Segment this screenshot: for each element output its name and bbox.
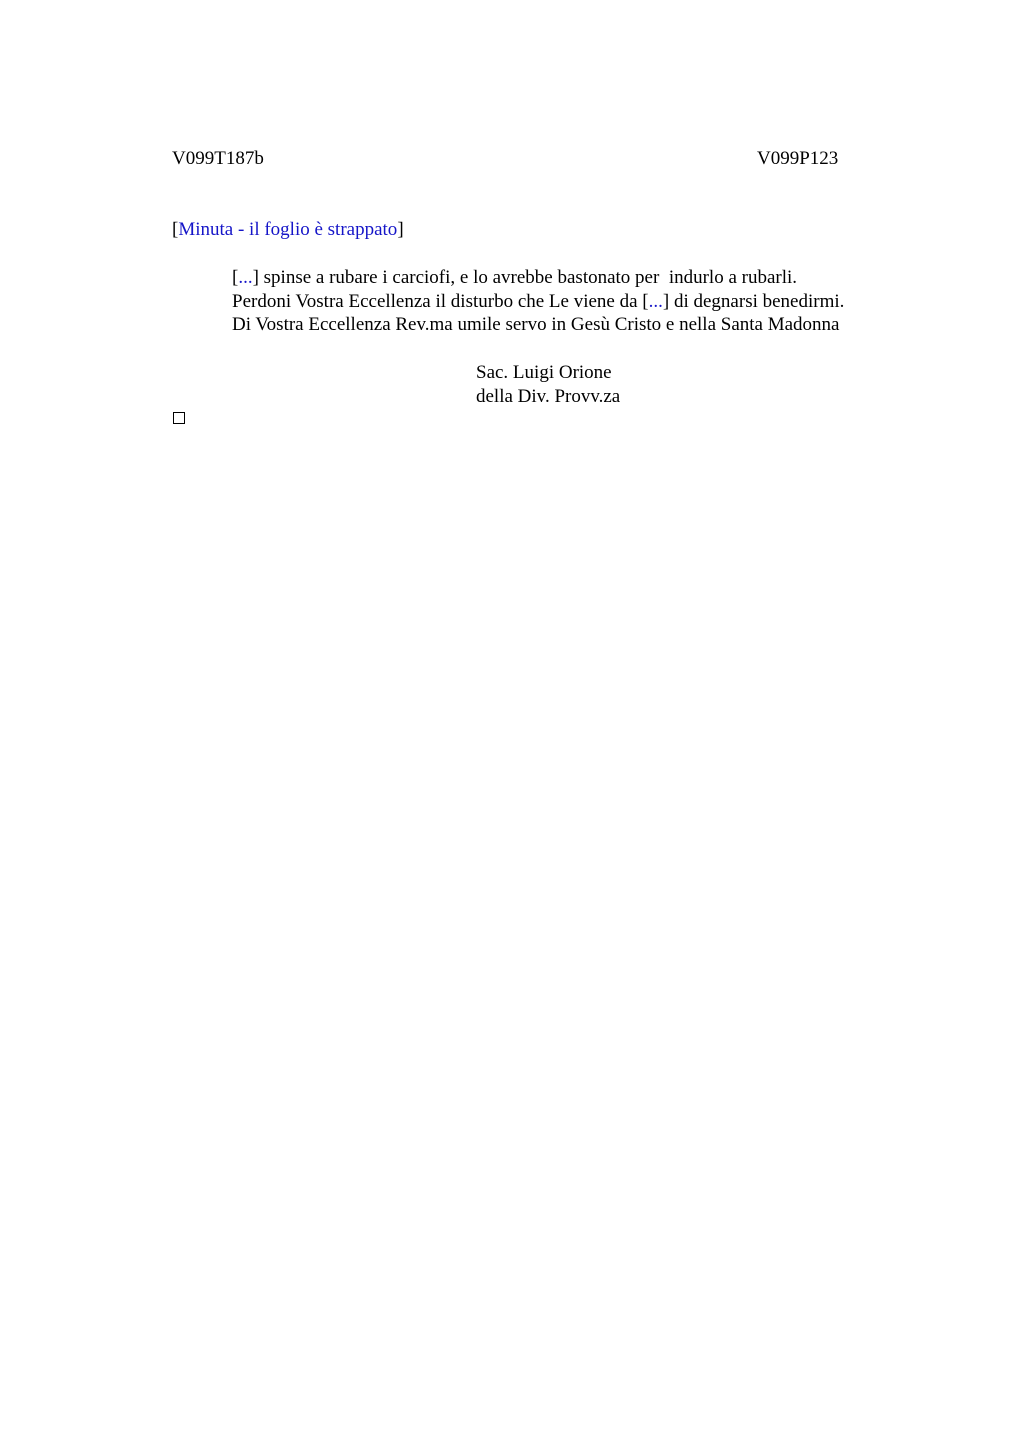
signature-title: della Div. Provv.za xyxy=(476,386,621,407)
note-text: Minuta - il foglio è strappato xyxy=(178,219,398,240)
letter-line-1 xyxy=(232,266,797,289)
line2-text-before: Perdoni Vostra Eccellenza il disturbo che Le viene da [ xyxy=(232,291,649,312)
document-code-right: V099P123 xyxy=(757,148,839,169)
line1-text: ] spinse a rubare i carciofi, e lo avrebbe bastonato per indurlo a rubarli. xyxy=(252,267,798,288)
note-open-bracket: [ xyxy=(172,219,179,240)
square-outline-icon xyxy=(173,412,185,424)
note-close-bracket: ] xyxy=(397,219,404,240)
document-code-left: V099T187b xyxy=(172,148,264,169)
letter-line-2 xyxy=(232,290,844,313)
line1-open-bracket: [ xyxy=(232,267,239,288)
editorial-note xyxy=(172,218,404,241)
line1-ellipsis: ... xyxy=(238,267,253,288)
letter-line-3: Di Vostra Eccellenza Rev.ma umile servo in Gesù Cristo e nella Santa Madonna xyxy=(232,314,840,335)
signature-name: Sac. Luigi Orione xyxy=(476,362,612,383)
line2-text-after: ] di degnarsi benedirmi. xyxy=(662,291,845,312)
line2-ellipsis: ... xyxy=(648,291,663,312)
